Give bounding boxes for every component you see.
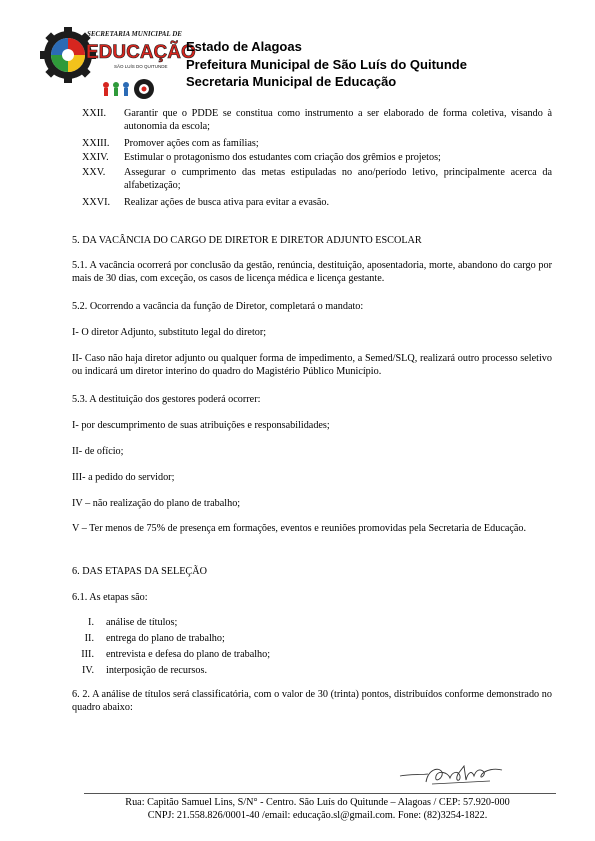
paragraph-6-2: 6. 2. A análise de títulos será classificatória, com o valor de 30 (trinta) pontos, distribuídos conforme demonstrado no quadro abaixo:: [72, 689, 552, 713]
list-item-number: I.: [88, 617, 94, 628]
paragraph-5-2-ii: II- Caso não haja diretor adjunto ou qualquer forma de impedimento, a Semed/SLQ, realizará outro processo seletivo ou indicará um diretor interino do quadro do Magistério Público Município.: [72, 353, 552, 377]
footer-contact: CNPJ: 21.558.826/0001-40 /email: educação.sl@gmail.com. Fone: (82)3254-1822.: [147, 810, 488, 821]
list-item-text: interposição de recursos.: [106, 665, 207, 676]
list-item-text: Estimular o protagonismo dos estudantes com criação dos grêmios e projetos;: [124, 152, 441, 163]
footer-divider: [84, 793, 556, 794]
secretaria-educacao-logo: [40, 25, 196, 103]
paragraph-5-3-iv: IV – não realização do plano de trabalho;: [72, 498, 241, 509]
logo-text-top: SECRETARIA MUNICIPAL DE: [87, 30, 182, 38]
paragraph-5-3: 5.3. A destituição dos gestores poderá ocorrer:: [72, 394, 261, 405]
list-item-text: entrevista e defesa do plano de trabalho;: [106, 649, 271, 660]
paragraph-5-3-v: V – Ter menos de 75% de presença em formações, eventos e reuniões promovidas pela Secretaria de Educação.: [72, 523, 527, 534]
list-item-text: entrega do plano de trabalho;: [106, 633, 225, 644]
list-item-number: IV.: [82, 665, 94, 676]
list-item-number: II.: [84, 633, 94, 644]
letterhead-secretaria: Secretaria Municipal de Educação: [186, 74, 397, 89]
list-item-text: Garantir que o PDDE se constitua como instrumento a ser elaborado de forma coletiva, visando à autonomia da escola;: [124, 108, 552, 132]
list-item-text: Realizar ações de busca ativa para evitar a evasão.: [124, 197, 330, 208]
logo-text-main: EDUCAÇÃO: [86, 42, 196, 63]
list-item-number: XXIII.: [82, 138, 110, 149]
section-5-heading: 5. DA VACÂNCIA DO CARGO DE DIRETOR E DIRETOR ADJUNTO ESCOLAR: [72, 235, 422, 246]
list-item-number: XXIV.: [82, 152, 109, 163]
list-item-number: XXII.: [82, 108, 107, 119]
list-item-number: III.: [81, 649, 94, 660]
handwritten-signature: [398, 762, 510, 788]
logo-text-sub: SÃO LUÍS DO QUITUNDE: [114, 64, 168, 69]
list-item-text: Promover ações com as famílias;: [124, 138, 259, 149]
section-6-heading: 6. DAS ETAPAS DA SELEÇÃO: [72, 566, 207, 577]
list-item-text: análise de títulos;: [106, 617, 178, 628]
letterhead-prefeitura: Prefeitura Municipal de São Luís do Quitunde: [186, 56, 467, 72]
footer-address: Rua: Capitão Samuel Lins, S/N° - Centro. São Luís do Quitunde – Alagoas / CEP: 57.920-000: [125, 797, 510, 808]
list-item-text: Assegurar o cumprimento das metas estipuladas no ano/período letivo, principalmente acerca da alfabetização;: [124, 167, 552, 191]
letterhead-state: Estado de Alagoas: [186, 39, 302, 54]
paragraph-5-3-iii: III- a pedido do servidor;: [72, 472, 175, 483]
paragraph-6-1: 6.1. As etapas são:: [72, 592, 148, 603]
letterhead: [186, 38, 467, 91]
paragraph-5-1: 5.1. A vacância ocorrerá por conclusão da gestão, renúncia, destituição, aposentadoria, morte, abandono do cargo por mais de 30 dias, com exceção, os casos de licença médica e licença gestante.: [72, 260, 552, 284]
paragraph-5-3-ii: II- de ofício;: [72, 446, 124, 457]
small-gear-icon: [134, 79, 154, 99]
paragraph-5-3-i: I- por descumprimento de suas atribuições e responsabilidades;: [72, 420, 330, 431]
paragraph-5-2-i: I- O diretor Adjunto, substituto legal do diretor;: [72, 327, 267, 338]
children-figures-icon: [103, 82, 129, 96]
list-item-number: XXV.: [82, 167, 106, 178]
paragraph-5-2: 5.2. Ocorrendo a vacância da função de Diretor, completará o mandato:: [72, 301, 364, 312]
list-item-number: XXVI.: [82, 197, 111, 208]
